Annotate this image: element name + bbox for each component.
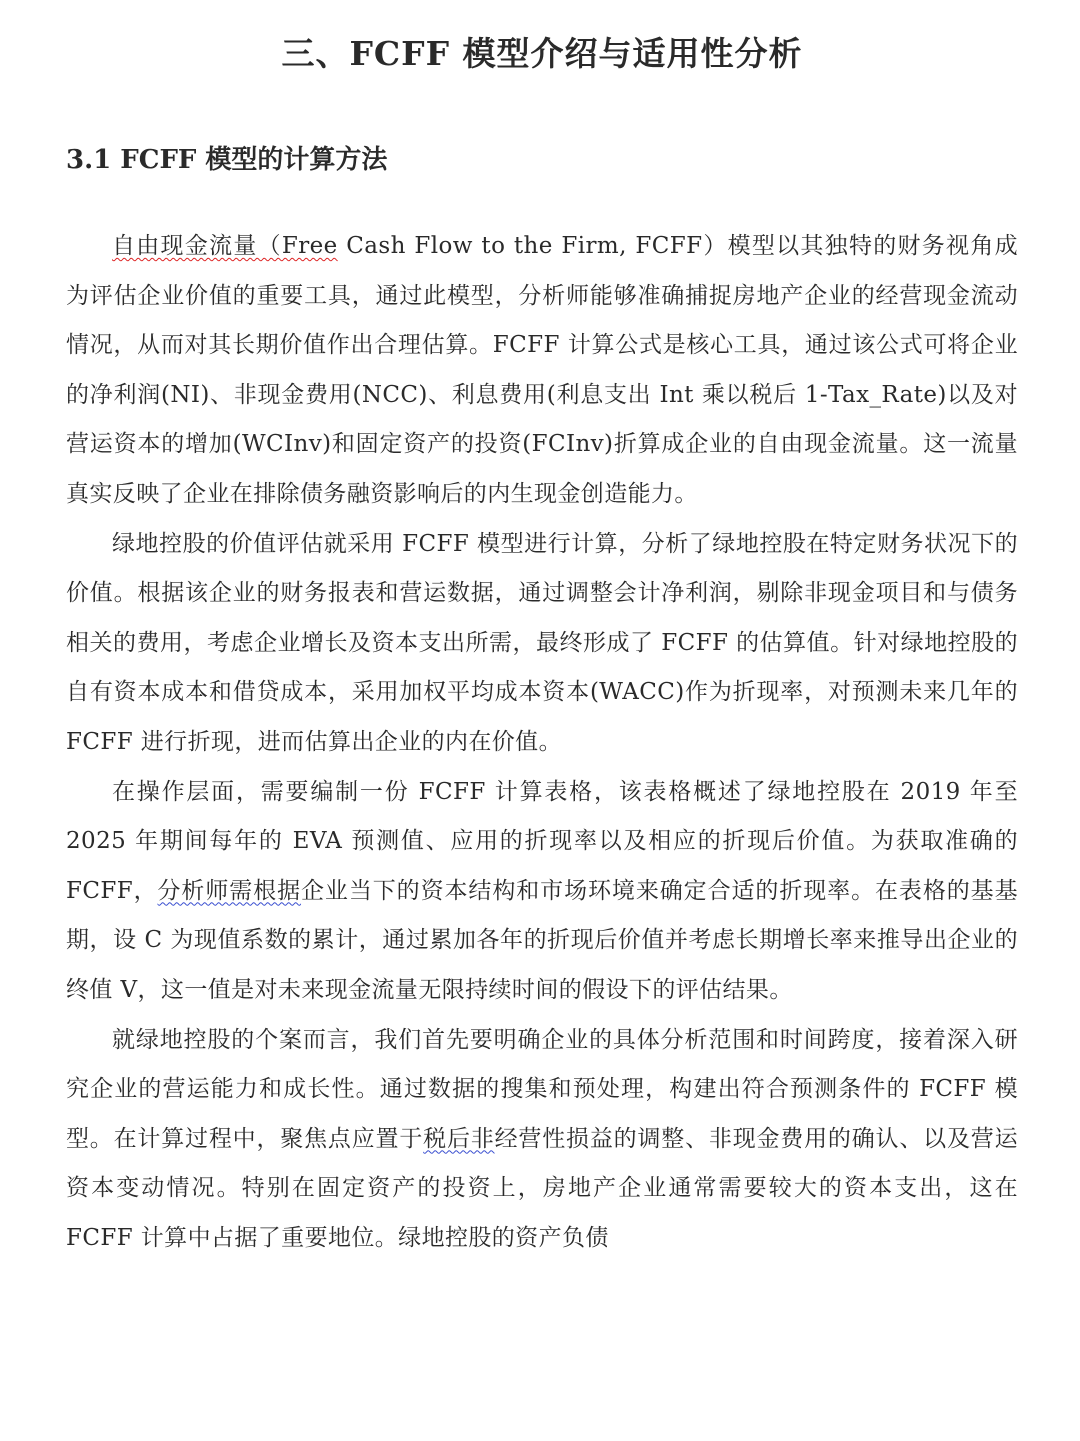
paragraph-3-text-a: 在操作层面，需要编制一份 FCFF 计算表格，该表格概述了绿地控股在 2019 年至 2025 年期间每年的 EVA 预测值、应用的折现率以及相应的折现后价值。为获取准确的 FCFF， bbox=[66, 778, 1018, 904]
paragraph-2: 绿地控股的价值评估就采用 FCFF 模型进行计算，分析了绿地控股在特定财务状况下的价值。根据该企业的财务报表和营运数据，通过调整会计净利润，剔除非现金项目和与债务相关的费用，考虑企业增长及资本支出所需，最终形成了 FCFF 的估算值。针对绿地控股的自有资本成本和借贷成本，采用加权平均成本资本(WACC)作为折现率，对预测未来几年的 FCFF 进行折现，进而估算出企业的内在价值。 bbox=[66, 530, 1018, 755]
body-text bbox=[66, 222, 1018, 1263]
grammar-underline: 分析师需根据 bbox=[157, 877, 302, 904]
spellcheck-underline: 自由现金流量（Free bbox=[112, 233, 338, 259]
paragraph-3-text-c: 企业当下的资本结构和市场环境来确定合适的折现率。在表格的基基期，设 C 为现值系数的累计，通过累加各年的折现后价值并考虑长期增长率来推导出企业的终值 V，这一值是对未来现金流量无限持续时间的假设下的评估结果。 bbox=[66, 877, 1018, 1003]
paragraph-4 bbox=[66, 1016, 1018, 1264]
paragraph-1-text: Cash Flow to the Firm, FCFF）模型以其独特的财务视角成为评估企业价值的重要工具，通过此模型，分析师能够准确捕捉房地产企业的经营现金流动情况，从而对其长期价值作出合理估算。FCFF 计算公式是核心工具，通过该公式可将企业的净利润(NI)、非现金费用(NCC)、利息费用(利息支出 Int 乘以税后 1-Tax_Rate)以及对营运资本的增加(WCInv)和固定资产的投资(FCInv)折算成企业的自由现金流量。这一流量真实反映了企业在排除债务融资影响后的内生现金创造能力。 bbox=[66, 233, 1019, 507]
chapter-title: 三、FCFF 模型介绍与适用性分析 bbox=[281, 34, 803, 73]
paragraph-3 bbox=[66, 768, 1018, 1016]
paragraph-1 bbox=[66, 222, 1018, 520]
grammar-underline-2: 税后非 bbox=[423, 1125, 495, 1152]
paragraph-4-text-c: 经营性损益的调整、非现金费用的确认、以及营运资本变动情况。特别在固定资产的投资上，房地产企业通常需要较大的资本支出，这在 FCFF 计算中占据了重要地位。绿地控股的资产负债 bbox=[66, 1125, 1019, 1251]
paragraph-4-text-a: 就绿地控股的个案而言，我们首先要明确企业的具体分析范围和时间跨度，接着深入研究企业的营运能力和成长性。通过数据的搜集和预处理，构建出符合预测条件的 FCFF 模型。在计算过程中，聚焦点应置于 bbox=[66, 1026, 1018, 1152]
section-title: 3.1 FCFF 模型的计算方法 bbox=[66, 145, 388, 175]
